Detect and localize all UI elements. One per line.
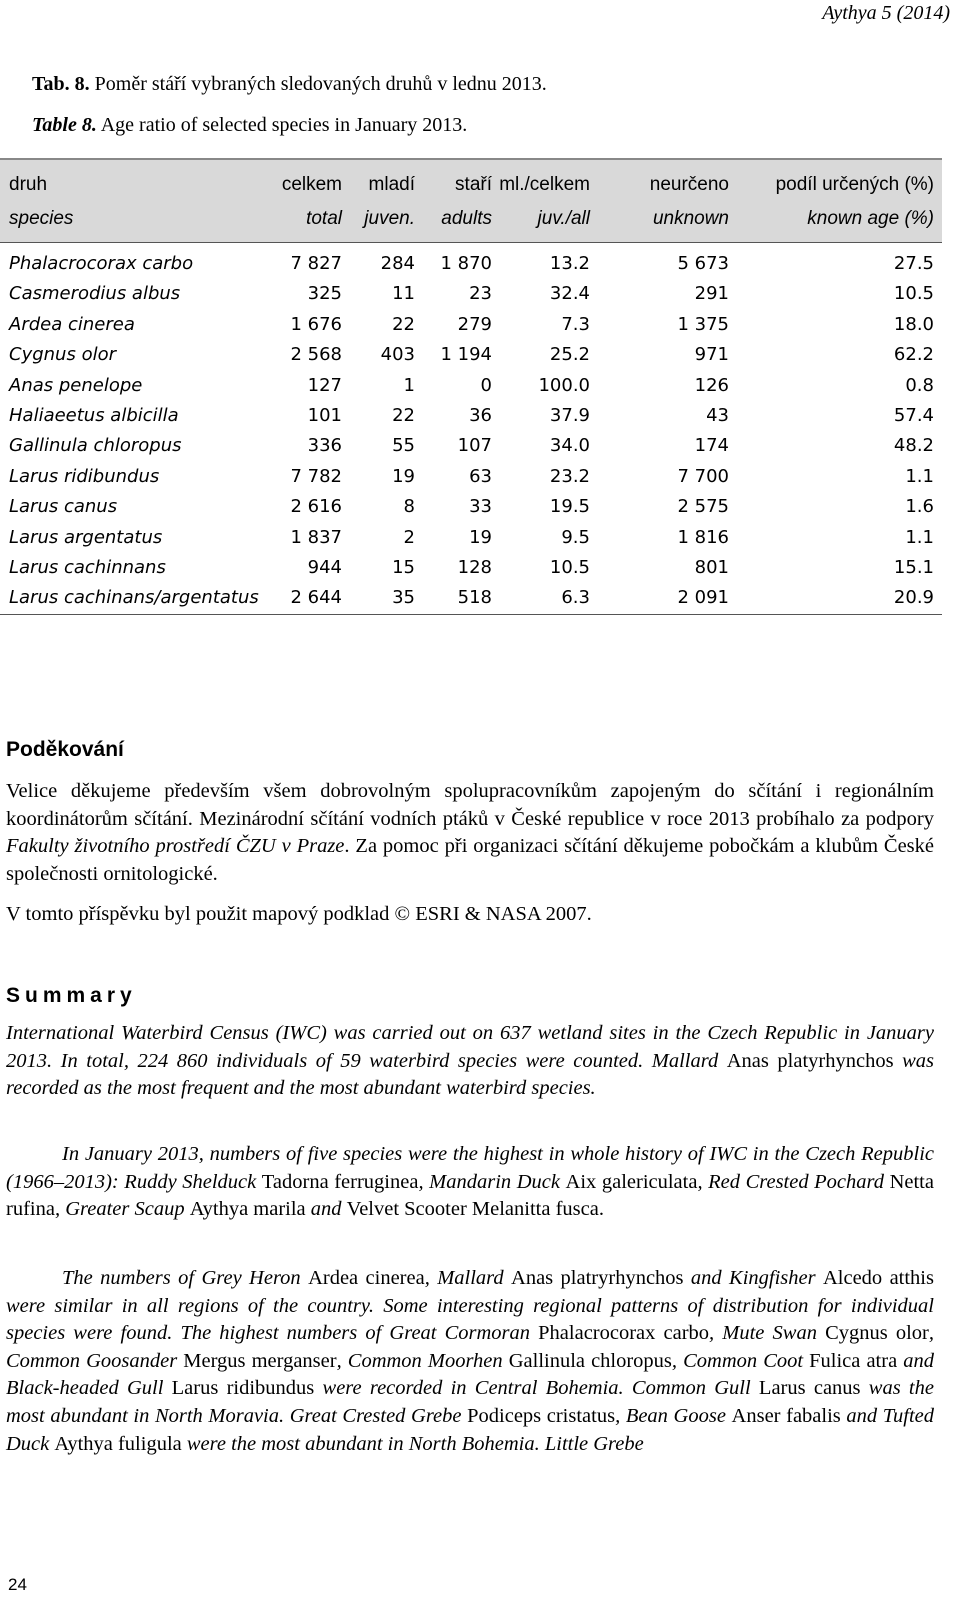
- table-label-cz: Tab. 8.: [32, 73, 90, 95]
- cell-juven: 19: [392, 465, 415, 487]
- cell-known-age: 20.9: [893, 587, 934, 609]
- summary-segment: Cygnus olor: [825, 1322, 929, 1345]
- cell-unknown: 801: [694, 556, 729, 578]
- summary-paragraph-1: [6, 1020, 934, 1103]
- cell-total: 944: [307, 556, 342, 578]
- cell-known-age: 1.1: [905, 526, 934, 548]
- table-row: [0, 553, 942, 583]
- summary-segment: were recorded in Central Bohemia. Common Gull: [314, 1377, 759, 1400]
- cell-adults: 36: [469, 404, 492, 426]
- cell-juv-all: 9.5: [561, 526, 590, 548]
- cell-known-age: 1.6: [905, 496, 934, 518]
- cell-juven: 35: [392, 587, 415, 609]
- summary-segment: , Mallard: [424, 1267, 512, 1289]
- summary-segment: Aythya marila: [189, 1198, 306, 1221]
- header-cz-adults: staří: [455, 174, 492, 195]
- header-en-unknown: unknown: [652, 208, 729, 229]
- acknowledgements-paragraph: [6, 778, 934, 888]
- cell-species: Larus argentatus: [9, 526, 163, 548]
- cell-species: Larus ridibundus: [9, 465, 160, 487]
- summary-segment: was the most abundant in North Moravia. Great Crested Grebe: [6, 1377, 934, 1427]
- table-row: [0, 249, 942, 279]
- cell-total: 2 568: [290, 344, 342, 366]
- cell-unknown: 1 816: [677, 526, 729, 548]
- summary-segment: Fulica atra: [809, 1349, 898, 1372]
- summary-segment: , Bean Goose: [615, 1404, 732, 1427]
- table-label-en: Table 8.: [32, 114, 97, 136]
- cell-species: Casmerodius albus: [9, 283, 181, 305]
- table-row: [0, 462, 942, 492]
- cell-species: Phalacrocorax carbo: [9, 253, 194, 274]
- cell-juv-all: 19.5: [549, 496, 590, 518]
- table-row: [0, 279, 942, 309]
- cell-total: 1 837: [290, 526, 342, 548]
- summary-segment: , Common Goosander: [6, 1322, 934, 1372]
- summary-segment: Velvet Scooter Melanitta fusca.: [346, 1198, 604, 1221]
- header-en-known-age: known age (%): [807, 208, 934, 229]
- table-row: [0, 583, 942, 613]
- summary-segment: and Kingfisher: [683, 1267, 823, 1289]
- summary-segment: Netta rufina: [6, 1170, 934, 1221]
- ack-text-c: . Za pomoc při organizaci sčítání děkujeme pobočkám a klubům České společnosti ornitologické.: [6, 835, 934, 885]
- cell-juven: 1: [403, 374, 415, 396]
- cell-juven: 2: [403, 526, 415, 548]
- cell-total: 101: [307, 404, 342, 426]
- cell-total: 2 644: [290, 587, 342, 609]
- cell-juven: 55: [392, 435, 415, 457]
- cell-unknown: 2 091: [677, 587, 729, 609]
- cell-unknown: 291: [694, 283, 729, 305]
- table-row: [0, 371, 942, 401]
- table-caption-en: [32, 114, 467, 137]
- cell-known-age: 48.2: [893, 435, 934, 457]
- cell-species: Anas penelope: [9, 374, 143, 396]
- table-header: [0, 158, 942, 243]
- summary-segment: Aix galericulata: [565, 1170, 698, 1193]
- summary-paragraph-3: [6, 1265, 934, 1458]
- summary-segment: Alcedo atthis: [822, 1267, 934, 1289]
- table-caption-en-text: Age ratio of selected species in January 2013.: [96, 114, 468, 136]
- cell-juven: 403: [380, 344, 415, 366]
- cell-adults: 518: [457, 587, 492, 609]
- header-cz-species: druh: [9, 174, 48, 195]
- cell-known-age: 27.5: [893, 253, 934, 274]
- cell-juv-all: 13.2: [549, 253, 590, 274]
- cell-juv-all: 37.9: [549, 404, 590, 426]
- header-en-species: species: [9, 208, 74, 229]
- summary-segment: , Common Moorhen: [336, 1349, 509, 1372]
- cell-adults: 19: [469, 526, 492, 548]
- summary-segment: , Red Crested Pochard: [697, 1170, 890, 1193]
- summary-segment: , Mandarin Duck: [418, 1170, 566, 1193]
- cell-unknown: 7 700: [677, 465, 729, 487]
- table-row: [0, 431, 942, 461]
- ack-text-a: Velice děkujeme především všem dobrovolným spolupracovníkům zapojeným do sčítání i regionálním koordinátorům sčítání. Mezinárodní sčítání vodních ptáků v České republice v roce 2013 probíhalo za podpory: [6, 780, 934, 830]
- table-row: [0, 401, 942, 431]
- summary-segment: Anser fabalis: [731, 1404, 841, 1427]
- table-body: [0, 243, 942, 615]
- header-en-juv-all: juv./all: [537, 208, 590, 229]
- cell-adults: 279: [457, 313, 492, 335]
- summary-segment: Gallinula chloropus: [508, 1349, 672, 1372]
- cell-total: 7 827: [290, 253, 342, 274]
- summary-segment: , Greater Scaup: [54, 1198, 190, 1221]
- cell-total: 127: [307, 374, 342, 396]
- header-cz-juv-all: ml./celkem: [499, 174, 590, 195]
- cell-adults: 1 870: [440, 253, 492, 274]
- header-en-adults: adults: [441, 208, 492, 229]
- cell-juv-all: 7.3: [561, 313, 590, 335]
- cell-adults: 107: [457, 435, 492, 457]
- cell-unknown: 43: [706, 404, 729, 426]
- cell-unknown: 174: [694, 435, 729, 457]
- cell-known-age: 10.5: [893, 283, 934, 305]
- cell-total: 2 616: [290, 496, 342, 518]
- summary-segment: Larus ridibundus: [171, 1377, 315, 1400]
- cell-unknown: 5 673: [677, 253, 729, 274]
- cell-unknown: 1 375: [677, 313, 729, 335]
- summary-segment: and Black-headed Gull: [6, 1349, 934, 1400]
- summary-segment: Tadorna ferruginea: [261, 1170, 419, 1193]
- header-cz-unknown: neurčeno: [649, 174, 729, 195]
- summary-segment: and: [305, 1198, 347, 1221]
- cell-juven: 11: [392, 283, 415, 305]
- cell-adults: 128: [457, 556, 492, 578]
- cell-total: 7 782: [290, 465, 342, 487]
- header-cz-known-age: podíl určených (%): [775, 174, 934, 195]
- summary-segment: Mergus merganser: [183, 1349, 337, 1372]
- cell-unknown: 971: [694, 344, 729, 366]
- cell-juven: 8: [403, 496, 415, 518]
- ack-text-faculty: Fakulty životního prostředí ČZU v Praze: [6, 835, 345, 858]
- summary-segment: The numbers of Grey Heron: [62, 1267, 309, 1289]
- summary-segment: were the most abundant in North Bohemia. Little Grebe: [181, 1432, 644, 1455]
- summary-title: Summary: [6, 984, 137, 1007]
- summary-segment: , Common Coot: [671, 1349, 810, 1372]
- header-en-juven: juven.: [364, 208, 415, 229]
- cell-known-age: 0.8: [905, 374, 934, 396]
- cell-species: Larus cachinans/argentatus: [9, 587, 259, 609]
- header-cz-total: celkem: [281, 174, 342, 195]
- journal-header: Aythya 5 (2014): [822, 2, 950, 24]
- cell-total: 336: [307, 435, 342, 457]
- cell-species: Haliaeetus albicilla: [9, 404, 179, 426]
- cell-species: Ardea cinerea: [9, 313, 135, 335]
- summary-segment: International Waterbird Census (IWC) was carried out on 637 wetland sites in the Czech Republic in January 2013. In total, 224 860 individuals of 59 waterbird species were counted. Mallard: [6, 1022, 934, 1072]
- cell-species: Gallinula chloropus: [9, 435, 182, 457]
- table-row: [0, 340, 942, 370]
- summary-segment: were similar in all regions of the country. Some interesting regional patterns of distribution for individual species were found. The highest numbers of Great Cormoran: [6, 1294, 934, 1345]
- cell-juv-all: 6.3: [561, 587, 590, 609]
- summary-segment: Phalacrocorax carbo: [538, 1322, 710, 1345]
- cell-adults: 63: [469, 465, 492, 487]
- table-row: [0, 523, 942, 553]
- summary-segment: Podiceps cristatus: [467, 1404, 616, 1427]
- cell-juv-all: 100.0: [538, 374, 590, 396]
- header-row-cz: [0, 174, 942, 204]
- summary-segment: Anas platryrhynchos: [511, 1267, 684, 1289]
- table-caption-cz: [32, 73, 547, 96]
- summary-segment: was recorded as the most frequent and the most abundant waterbird species.: [6, 1049, 934, 1100]
- cell-species: Larus canus: [9, 496, 118, 518]
- map-credit-paragraph: V tomto příspěvku byl použit mapový podklad © ESRI & NASA 2007.: [6, 903, 592, 925]
- cell-juv-all: 25.2: [549, 344, 590, 366]
- cell-juv-all: 34.0: [549, 435, 590, 457]
- cell-species: Larus cachinnans: [9, 556, 166, 578]
- summary-paragraph-2: [6, 1141, 934, 1224]
- table-caption-cz-text: Poměr stáří vybraných sledovaných druhů v lednu 2013.: [89, 73, 547, 95]
- cell-species: Cygnus olor: [9, 344, 116, 366]
- cell-total: 1 676: [290, 313, 342, 335]
- cell-known-age: 18.0: [893, 313, 934, 335]
- cell-total: 325: [307, 283, 342, 305]
- cell-known-age: 57.4: [893, 404, 934, 426]
- cell-juv-all: 23.2: [549, 465, 590, 487]
- cell-juven: 284: [380, 253, 415, 274]
- summary-segment: Anas platyrhynchos: [726, 1049, 894, 1072]
- cell-adults: 0: [480, 374, 492, 396]
- table-row: [0, 492, 942, 522]
- acknowledgements-title: Poděkování: [6, 738, 124, 761]
- cell-known-age: 1.1: [905, 465, 934, 487]
- summary-segment: , Mute Swan: [709, 1322, 826, 1345]
- summary-segment: Ardea cinerea: [308, 1267, 425, 1289]
- cell-juven: 22: [392, 313, 415, 335]
- cell-unknown: 126: [694, 374, 729, 396]
- cell-juven: 15: [392, 556, 415, 578]
- cell-adults: 33: [469, 496, 492, 518]
- summary-segment: and Tufted Duck: [6, 1404, 934, 1455]
- cell-known-age: 15.1: [893, 556, 934, 578]
- cell-unknown: 2 575: [677, 496, 729, 518]
- cell-juv-all: 32.4: [549, 283, 590, 305]
- summary-segment: In January 2013, numbers of five species were the highest in whole history of IWC in the Czech Republic (1966–2013): Ruddy Shelduck: [6, 1143, 934, 1193]
- summary-segment: Aythya fuligula: [54, 1432, 182, 1455]
- cell-known-age: 62.2: [893, 344, 934, 366]
- header-row-en: [0, 208, 942, 238]
- table-row: [0, 310, 942, 340]
- age-ratio-table: [0, 158, 942, 615]
- cell-adults: 23: [469, 283, 492, 305]
- cell-juv-all: 10.5: [549, 556, 590, 578]
- summary-segment: Larus canus: [758, 1377, 861, 1400]
- header-cz-juven: mladí: [368, 174, 415, 195]
- header-en-total: total: [306, 208, 342, 229]
- cell-juven: 22: [392, 404, 415, 426]
- page-number: 24: [8, 1575, 27, 1594]
- cell-adults: 1 194: [440, 344, 492, 366]
